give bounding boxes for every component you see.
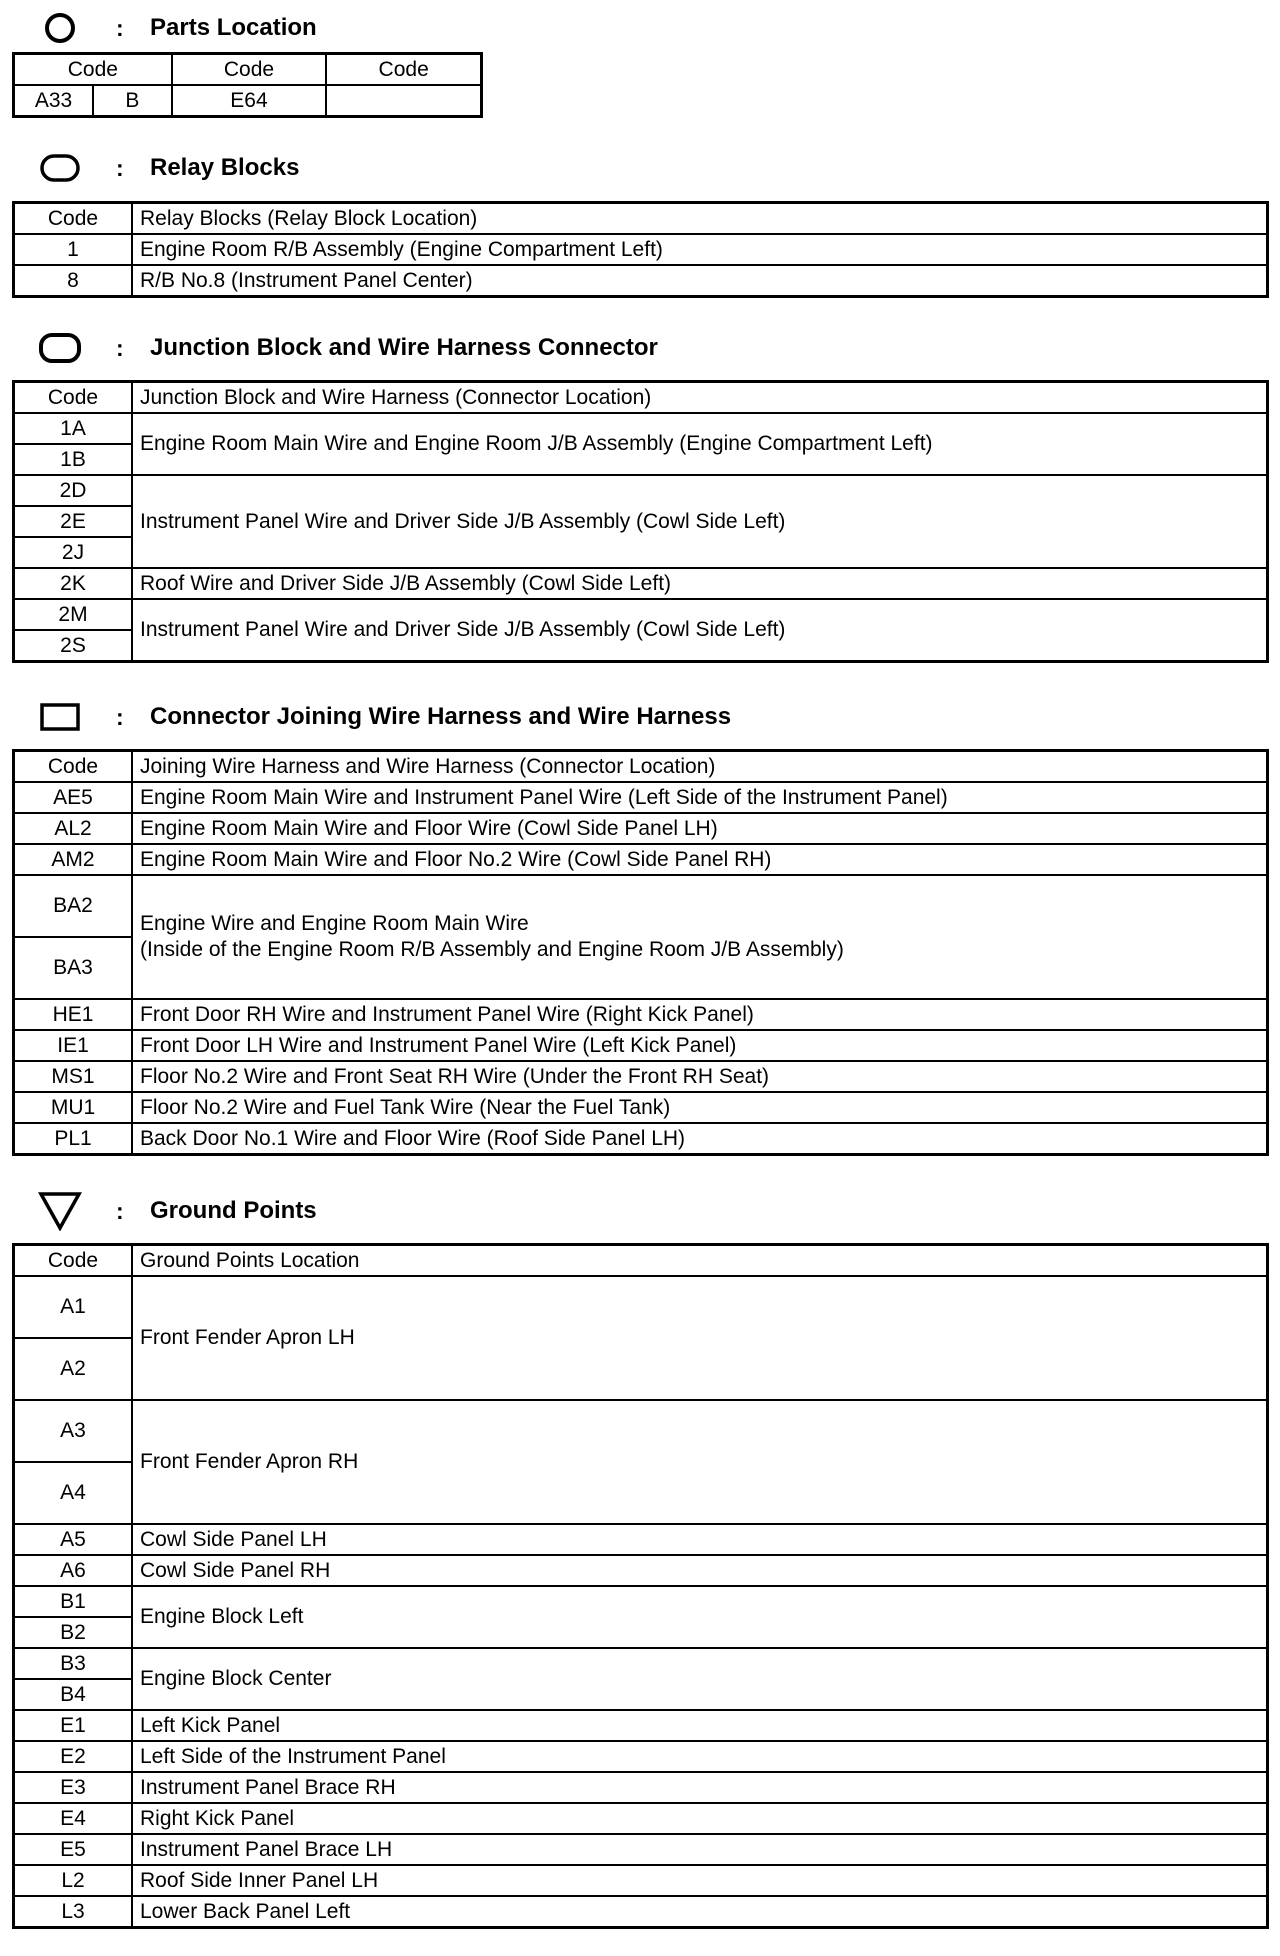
desc-cell: Back Door No.1 Wire and Floor Wire (Roof Side Panel LH) [132,1123,1268,1155]
code-cell: AE5 [14,782,133,813]
desc-cell: Instrument Panel Brace LH [132,1834,1268,1865]
connector-heading-row [38,697,731,737]
code-cell: E64 [172,85,327,117]
desc-cell: Floor No.2 Wire and Front Seat RH Wire (Under the Front RH Seat) [132,1061,1268,1092]
header-code: Code [14,751,133,783]
code-cell: AL2 [14,813,133,844]
ground-points-table [12,1243,1269,1929]
code-cell: A33 [14,85,94,117]
code-cell: 1 [14,234,133,265]
table-row [14,1092,1268,1123]
oval-icon [38,150,82,186]
table-row [14,999,1268,1030]
table-row [14,1061,1268,1092]
rounded-rect-icon [38,330,82,366]
code-cell: L3 [14,1896,133,1928]
table-header-row [14,54,482,86]
desc-cell: Front Door RH Wire and Instrument Panel Wire (Right Kick Panel) [132,999,1268,1030]
header-desc: Joining Wire Harness and Wire Harness (Connector Location) [132,751,1268,783]
code-cell: 2J [14,537,133,568]
table-row [14,844,1268,875]
colon: : [116,154,124,181]
table-row [14,1803,1268,1834]
code-cell: HE1 [14,999,133,1030]
table-row [14,1555,1268,1586]
code-cell: E1 [14,1710,133,1741]
code-cell: A3 [14,1400,133,1462]
code-cell: BA2 [14,875,133,937]
desc-cell: Left Kick Panel [132,1710,1268,1741]
junction-block-title: Junction Block and Wire Harness Connector [150,334,658,361]
colon: : [116,703,124,730]
ground-points-title: Ground Points [150,1197,317,1224]
table-row [14,413,1268,444]
code-cell: IE1 [14,1030,133,1061]
desc-cell: Instrument Panel Brace RH [132,1772,1268,1803]
table-row [14,1648,1268,1679]
code-cell: A2 [14,1338,133,1400]
parts-location-title: Parts Location [150,14,317,41]
table-row [14,1400,1268,1462]
relay-blocks-heading-row [38,148,299,188]
code-cell: B1 [14,1586,133,1617]
desc-line: Engine Wire and Engine Room Main Wire [140,912,529,935]
header-code: Code [14,382,133,414]
connector-table [12,749,1269,1156]
code-cell: B3 [14,1648,133,1679]
table-row [14,1710,1268,1741]
desc-cell: Roof Side Inner Panel LH [132,1865,1268,1896]
relay-blocks-title: Relay Blocks [150,154,300,181]
desc-cell: Roof Wire and Driver Side J/B Assembly (Cowl Side Left) [132,568,1268,599]
header-desc: Relay Blocks (Relay Block Location) [132,203,1268,235]
desc-cell: Engine Room Main Wire and Instrument Panel Wire (Left Side of the Instrument Panel) [132,782,1268,813]
desc-cell: Engine Room Main Wire and Floor No.2 Wire (Cowl Side Panel RH) [132,844,1268,875]
table-header-row [14,382,1268,414]
desc-cell: Instrument Panel Wire and Driver Side J/B Assembly (Cowl Side Left) [132,475,1268,568]
code-cell: B [93,85,172,117]
header-cell: Code [172,54,327,86]
table-row [14,875,1268,937]
code-cell: L2 [14,1865,133,1896]
triangle-down-icon [38,1193,82,1229]
table-header-row [14,1245,1268,1277]
table-row [14,813,1268,844]
code-cell: BA3 [14,937,133,999]
code-cell: AM2 [14,844,133,875]
table-row [14,1834,1268,1865]
code-cell: A4 [14,1462,133,1524]
table-row [14,1524,1268,1555]
code-cell: 2S [14,630,133,662]
ground-points-heading-row [38,1191,317,1231]
table-row [14,1030,1268,1061]
table-row [14,782,1268,813]
desc-cell: Engine Block Left [132,1586,1268,1648]
header-code: Code [14,203,133,235]
desc-line: (Inside of the Engine Room R/B Assembly and Engine Room J/B Assembly) [140,938,844,961]
code-cell: 2M [14,599,133,630]
code-cell: 1A [14,413,133,444]
table-row [14,1865,1268,1896]
code-cell: B2 [14,1617,133,1648]
colon: : [116,334,124,361]
table-row [14,1741,1268,1772]
desc-cell: Engine Block Center [132,1648,1268,1710]
desc-cell: Engine Room R/B Assembly (Engine Compartment Left) [132,234,1268,265]
table-row [14,1896,1268,1928]
desc-cell: Instrument Panel Wire and Driver Side J/B Assembly (Cowl Side Left) [132,599,1268,662]
desc-cell: Front Fender Apron LH [132,1276,1268,1400]
code-cell: MS1 [14,1061,133,1092]
colon: : [116,1197,124,1224]
desc-cell: Cowl Side Panel RH [132,1555,1268,1586]
code-cell: PL1 [14,1123,133,1155]
code-cell: E3 [14,1772,133,1803]
desc-cell: Cowl Side Panel LH [132,1524,1268,1555]
desc-cell: Engine Room Main Wire and Floor Wire (Cowl Side Panel LH) [132,813,1268,844]
table-row [14,1772,1268,1803]
code-cell: E5 [14,1834,133,1865]
code-cell: 2D [14,475,133,506]
code-cell: A1 [14,1276,133,1338]
square-icon [38,699,82,735]
table-row [14,568,1268,599]
header-cell: Code [326,54,481,86]
desc-cell: Right Kick Panel [132,1803,1268,1834]
desc-cell: Left Side of the Instrument Panel [132,1741,1268,1772]
code-cell: 8 [14,265,133,297]
code-cell: 2K [14,568,133,599]
code-cell: MU1 [14,1092,133,1123]
desc-cell: Engine Room Main Wire and Engine Room J/B Assembly (Engine Compartment Left) [132,413,1268,475]
table-row [14,265,1268,297]
code-cell [326,85,481,117]
connector-title: Connector Joining Wire Harness and Wire Harness [150,703,732,730]
desc-cell: R/B No.8 (Instrument Panel Center) [132,265,1268,297]
parts-location-table [12,52,483,118]
header-desc: Ground Points Location [132,1245,1268,1277]
parts-location-heading-row [38,8,317,48]
desc-cell [132,875,1268,999]
desc-cell: Front Door LH Wire and Instrument Panel Wire (Left Kick Panel) [132,1030,1268,1061]
table-row [14,475,1268,506]
code-cell: 1B [14,444,133,475]
code-cell: E4 [14,1803,133,1834]
table-row [14,599,1268,630]
desc-cell: Lower Back Panel Left [132,1896,1268,1928]
relay-blocks-table [12,201,1269,298]
table-header-row [14,203,1268,235]
table-row [14,1123,1268,1155]
desc-cell: Front Fender Apron RH [132,1400,1268,1524]
header-code: Code [14,1245,133,1277]
table-header-row [14,751,1268,783]
table-row [14,85,482,117]
circle-icon [38,10,82,46]
header-desc: Junction Block and Wire Harness (Connector Location) [132,382,1268,414]
code-cell: E2 [14,1741,133,1772]
junction-block-heading-row [38,328,658,368]
table-row [14,1276,1268,1338]
junction-block-table [12,380,1269,663]
table-row [14,234,1268,265]
colon: : [116,14,124,41]
code-cell: A5 [14,1524,133,1555]
code-cell: B4 [14,1679,133,1710]
desc-cell: Floor No.2 Wire and Fuel Tank Wire (Near the Fuel Tank) [132,1092,1268,1123]
header-cell: Code [14,54,172,86]
code-cell: 2E [14,506,133,537]
code-cell: A6 [14,1555,133,1586]
table-row [14,1586,1268,1617]
